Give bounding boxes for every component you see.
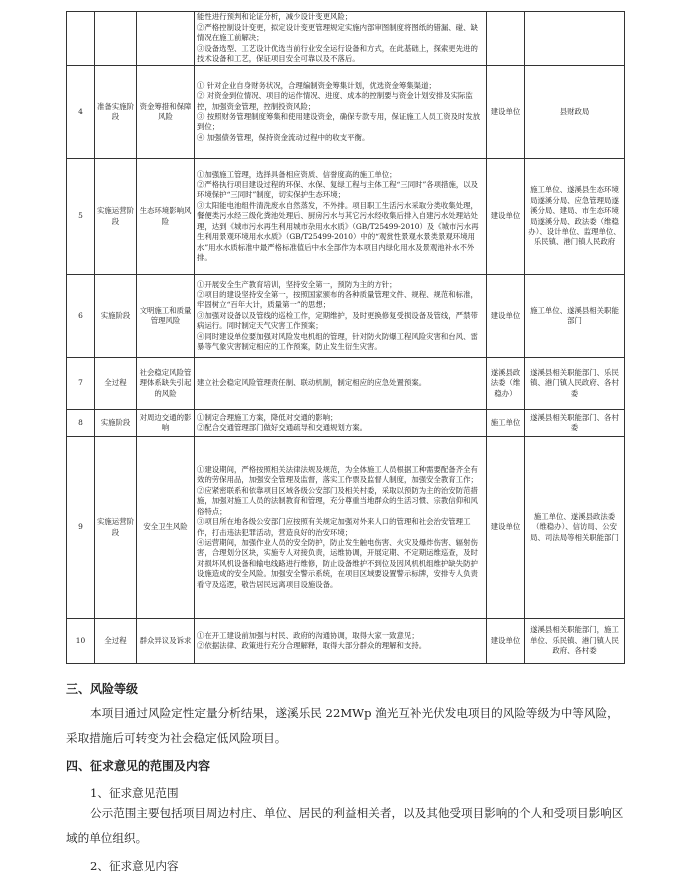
measure-line: ①加强施工管理，选择具备相应资质、信誉度高的施工单位；	[197, 169, 397, 179]
risk-factor-cell: 资金筹措和保障风险	[137, 66, 195, 159]
risk-factor-cell	[137, 12, 195, 66]
measure-line: ②应紧密联系和依靠项目区域各级公安部门及相关村委，采取以预防为主的治安防范措施，加强对施工人员的法制教育和管理，充分尊重当地群众的生活习惯、宗教信仰和风俗特点；	[197, 485, 478, 516]
consultation-scope-paragraph: 公示范围主要包括项目周边村庄、单位、居民的利益相关者，以及其他受项目影响的个人和受项目影响区域的单位组织。	[66, 806, 624, 845]
cooperating-parties-cell: 遂溪县相关职能部门，施工单位、乐民镇、港门镇人民政府、各村委	[525, 619, 625, 664]
table-row	[67, 12, 625, 66]
implementation-stage-cell: 准备实施阶段	[95, 66, 137, 159]
cooperating-parties-cell: 施工单位、遂溪县生态环境局遂溪分局、应急管理局遂溪分局、建局、市生态环境局遂溪分局、政法委（维稳办）、设计单位、监理单位、乐民镇、港门镇人民政府	[525, 159, 625, 275]
measure-line: ③设备选型、工艺设计优选当前行业安全运行设备和方式，在此基础上，探索更先进的技术设备和工艺，保证项目安全可靠以及不落后。	[197, 43, 478, 64]
table-row	[67, 410, 625, 437]
measure-line: ②严格执行项目建设过程的环保、水保、复绿工程与主体工程“三同时”各项措施，以及环境保护“三同时”制度，切实保护生态环境；	[197, 180, 479, 200]
responsible-party-cell: 建设单位	[487, 619, 525, 664]
responsible-party-cell: 建设单位	[487, 159, 525, 275]
table-row	[67, 619, 625, 664]
implementation-stage-cell: 全过程	[95, 619, 137, 664]
table-row	[67, 275, 625, 358]
measure-line: ④运营期间，加强作业人员的安全防护，防止发生触电伤害、火灾及爆炸伤害、辐射伤害，合理划分区块，实施专人对接负责，运维协调，开展定期、不定期运维巡查，及时对损坏风机设备和输电线路进行维修，防止设备维护不到位及因风机机组维护缺失防护设施造成的安全风险。加强安全警示系统，在项目区域要设置警示标牌，安排专人负责看守及巡逻，敬告居民远离项目设施设备。	[197, 537, 478, 589]
implementation-stage-cell: 实施运营阶段	[95, 437, 137, 619]
section-heading-consultation: 四、征求意见的范围及内容	[66, 759, 211, 773]
measure-line: 能性进行预判和论证分析，减少设计变更风险；	[197, 12, 353, 22]
row-number-cell: 9	[67, 437, 95, 619]
prevention-measures-cell	[195, 437, 487, 619]
measure-line: ① 针对企业自身财务状况，合理编制资金筹集计划，优选资金筹集渠道；	[197, 80, 436, 90]
risk-factor-cell: 群众异议及诉求	[137, 619, 195, 664]
risk-table-body	[67, 12, 625, 664]
measure-line: ①制定合理施工方案，降低对交通的影响；	[197, 412, 338, 422]
measure-line: ①建设期间，严格按照相关法律法规及规范，为全体施工人员根据工种需要配备齐全有效的劳保用品，加强安全管理及监督，落实工作票及监督人制度，加强安全教育工作；	[197, 465, 478, 485]
measure-line: ①开展安全生产教育培训，坚持安全第一，预防为主的方针；	[197, 279, 397, 289]
consultation-content-heading: 2、征求意见内容	[90, 859, 179, 873]
measure-line: ③项目所在地各级公安部门应按照有关规定加强对外来人口的管理和社会治安管理工作，打击违法犯罪活动，营造良好的治安环境；	[197, 517, 471, 537]
cooperating-parties-cell: 遂溪县相关职能部门、乐民镇、港门镇人民政府、各村委	[525, 358, 625, 410]
prevention-measures-cell	[195, 358, 487, 410]
risk-level-paragraph: 本项目通过风险定性定量分析结果，遂溪乐民 22MWp 渔光互补光伏发电项目的风险等级为中等风险，采取措施后可转变为社会稳定低风险项目。	[66, 706, 619, 745]
implementation-stage-cell: 全过程	[95, 358, 137, 410]
implementation-stage-cell: 实施运营阶段	[95, 159, 137, 275]
measure-line: 建立社会稳定风险管理责任制、联动机制，制定相应的应急处置预案。	[197, 378, 427, 388]
risk-factor-cell: 对周边交通的影响	[137, 410, 195, 437]
prevention-measures-cell	[195, 410, 487, 437]
table-row	[67, 358, 625, 410]
row-number-cell: 6	[67, 275, 95, 358]
responsible-party-cell: 建设单位	[487, 437, 525, 619]
implementation-stage-cell: 实施阶段	[95, 410, 137, 437]
measure-line: ③ 按照财务管理制度筹集和使用建设资金，确保专款专用，保证施工人员工资及时发放到位；	[197, 112, 481, 132]
risk-factor-cell: 安全卫生风险	[137, 437, 195, 619]
section-heading-risk-level: 三、风险等级	[66, 682, 139, 696]
measure-line: ①在开工建设前加强与村民、政府的沟通协调，取得大家一致意见；	[197, 630, 419, 640]
responsible-party-cell	[487, 12, 525, 66]
risk-factor-cell: 社会稳定风险管理体系缺失引起的风险	[137, 358, 195, 410]
consultation-scope-heading: 1、征求意见范围	[90, 786, 179, 800]
measure-line: ② 对资金到位情况、项目的运作情况、进度、成本的控制要与资金计划安排及实际监控，加强资金管理，控制投资风险；	[197, 91, 473, 111]
cooperating-parties-cell: 施工单位、遂溪县政法委（维稳办）、信访局、公安局、司法局等相关职能部门	[525, 437, 625, 619]
responsible-party-cell: 施工单位	[487, 410, 525, 437]
measure-line: ③太阳能电池组件清洗废水自然蒸发，不外排。项目职工生活污水采取分类收集处理，餐便类污水经三级化粪池处理后、厨房污水与其它污水经收集后排入自建污水处理站处理，达到《城市污水再生利用城市杂用水水质》（GB/T25499-2010）及《城市污水再生利用景观环境用水水质》（GB/T25499-2010）中的“观赏性景观水景类景观环境用水”用水水质标准中最严格标准值后中水全部作为本项目内绿化用水及景观池补水不外排。	[197, 200, 479, 262]
row-number-cell: 4	[67, 66, 95, 159]
row-number-cell: 8	[67, 410, 95, 437]
table-row	[67, 159, 625, 275]
measure-line: ④同时建设单位要加强对风险发电机组的管理，针对防火防爆工程风险灾害和台风、雷暴等气象灾害制定相应的工作预案，防止发生衍生灾害。	[197, 331, 478, 352]
implementation-stage-cell: 实施阶段	[95, 275, 137, 358]
responsible-party-cell: 建设单位	[487, 66, 525, 159]
measure-line: ②配合交通管理部门做好交通疏导和交通规划方案。	[197, 423, 367, 432]
cooperating-parties-cell	[525, 12, 625, 66]
measure-line: ④ 加强债务管理，保持资金流动过程中的收支平衡。	[197, 132, 370, 142]
responsible-party-cell: 建设单位	[487, 275, 525, 358]
implementation-stage-cell	[95, 12, 137, 66]
risk-measures-table	[66, 11, 625, 664]
measure-line: ②严格控制设计变更，拟定设计变更管理规定实施内部审图制度将图纸的错漏、碰、缺情况在施工前解决；	[197, 22, 478, 43]
measure-line: ③加强对设备以及管线的巡检工作，定期维护，及时更换修复受损设备及管线，严禁带病运行。同时制定天气灾害工作预案；	[197, 310, 478, 331]
risk-factor-cell: 文明施工和质量管理风险	[137, 275, 195, 358]
row-number-cell: 7	[67, 358, 95, 410]
prevention-measures-cell	[195, 159, 487, 275]
measure-line: ②项目的建设坚持安全第一，按照国家颁布的各种质量管理文件、规程、规范和标准，牢固树立“百年大计，质量第一”的思想；	[197, 289, 478, 310]
cooperating-parties-cell: 县财政局	[525, 66, 625, 159]
prevention-measures-cell	[195, 619, 487, 664]
measure-line: ②依据法律、政策进行充分合理解释，取得大部分群众的理解和支持。	[197, 641, 427, 650]
responsible-party-cell: 遂溪县政法委（维稳办）	[487, 358, 525, 410]
table-row	[67, 66, 625, 159]
cooperating-parties-cell: 遂溪县相关职能部门、各村委	[525, 410, 625, 437]
prevention-measures-cell	[195, 66, 487, 159]
prevention-measures-cell	[195, 12, 487, 66]
row-number-cell: 5	[67, 159, 95, 275]
prevention-measures-cell	[195, 275, 487, 358]
cooperating-parties-cell: 施工单位、遂溪县相关职能部门	[525, 275, 625, 358]
row-number-cell	[67, 12, 95, 66]
risk-factor-cell: 生态环境影响风险	[137, 159, 195, 275]
row-number-cell: 10	[67, 619, 95, 664]
table-row	[67, 437, 625, 619]
